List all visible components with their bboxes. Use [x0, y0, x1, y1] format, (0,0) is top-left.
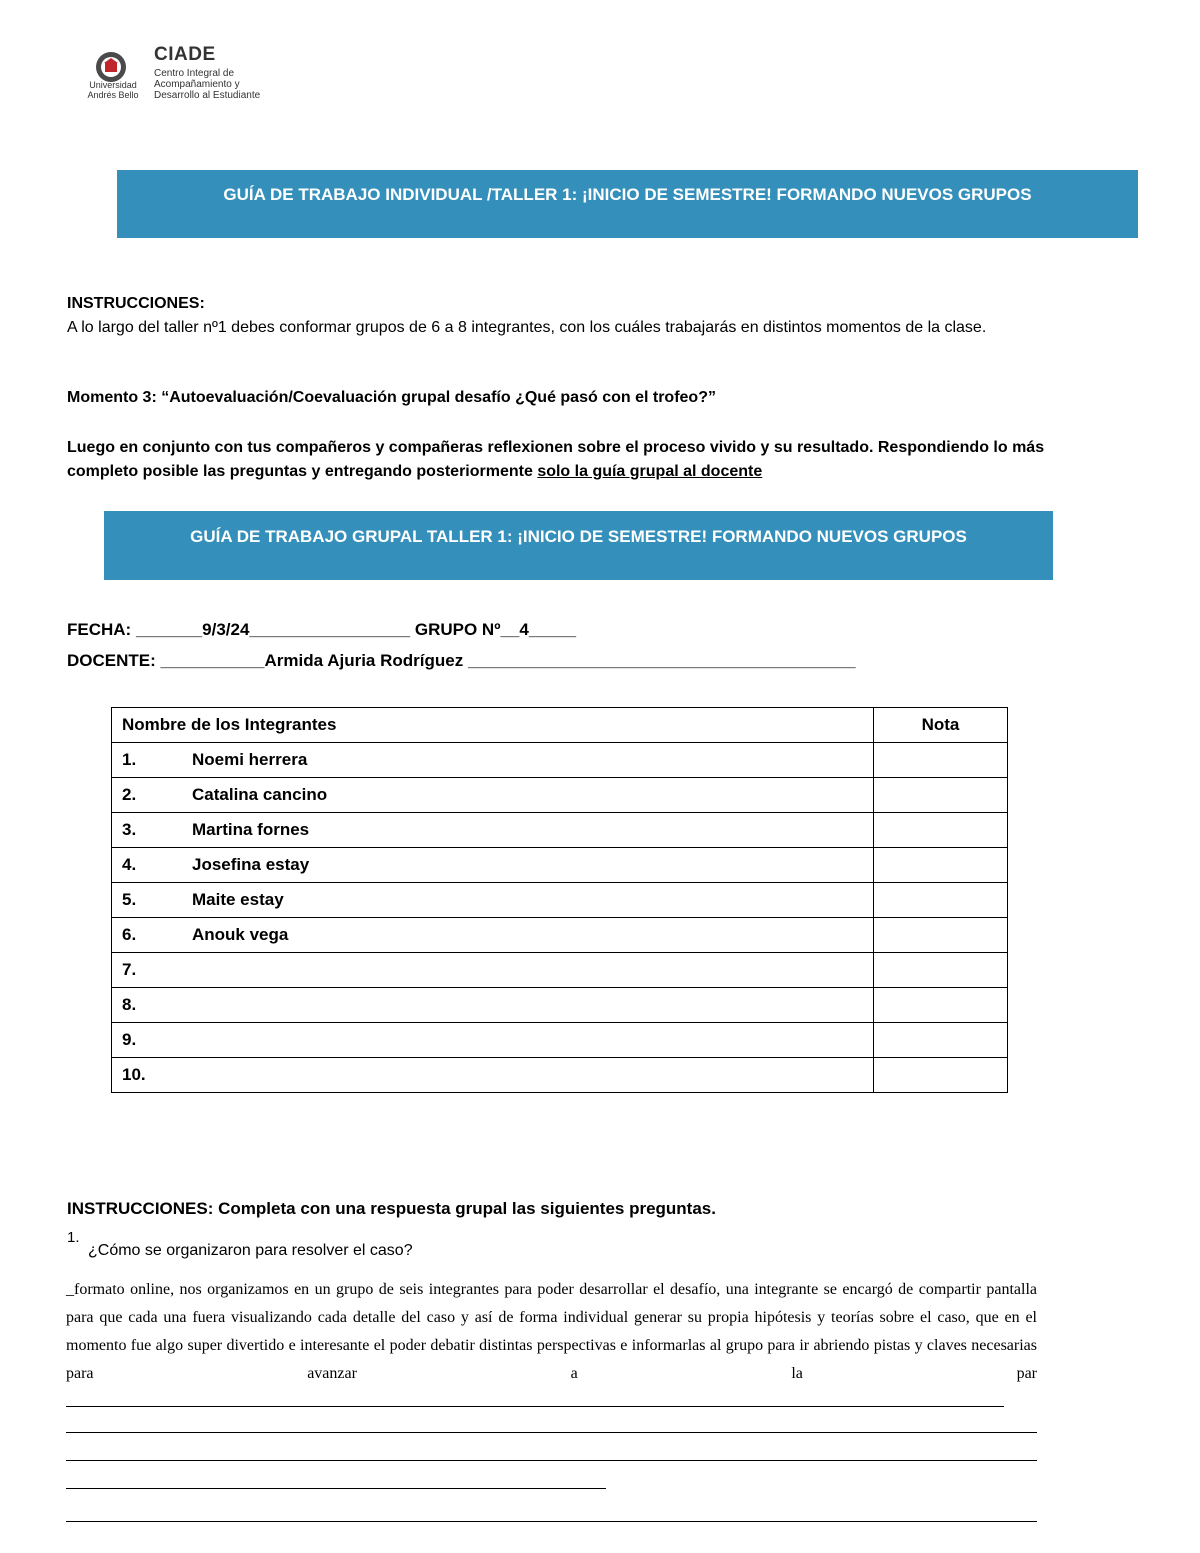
- member-grade-cell[interactable]: [874, 988, 1008, 1023]
- member-name-cell[interactable]: [112, 778, 874, 813]
- members-table-body: [112, 743, 1008, 1093]
- table-header-row: [112, 708, 1008, 743]
- member-name: Anouk vega: [192, 925, 289, 944]
- member-number: 7.: [122, 960, 137, 979]
- table-row: [112, 743, 1008, 778]
- table-row: [112, 1023, 1008, 1058]
- reflection-text: Luego en conjunto con tus compañeros y compañeras reflexionen sobre el proceso vivido y su resultado. Respondiendo lo más completo posible las preguntas y entregando posteriormente: [67, 439, 1045, 480]
- member-name-cell[interactable]: [112, 813, 874, 848]
- member-grade-cell[interactable]: [874, 918, 1008, 953]
- reflection-underlined-text: solo la guía grupal al docente: [537, 463, 763, 480]
- member-number: 6.: [122, 925, 137, 944]
- member-name-cell[interactable]: [112, 953, 874, 988]
- header-name: Nombre de los Integrantes: [112, 708, 874, 743]
- brand-line-1: Centro Integral de: [154, 68, 235, 79]
- member-name-cell[interactable]: [112, 1058, 874, 1093]
- member-name-cell[interactable]: [112, 918, 874, 953]
- member-name: Catalina cancino: [192, 785, 328, 804]
- questions-instructions: [67, 1199, 716, 1219]
- answer-rule-3: [66, 1488, 606, 1489]
- questions-instruction-text: Completa con una respuesta grupal las siguientes preguntas.: [218, 1199, 716, 1218]
- reflection-instructions: [67, 436, 1067, 484]
- group-blank-suffix: _____: [528, 620, 577, 639]
- member-number: 9.: [122, 1030, 137, 1049]
- group-value[interactable]: 4: [519, 620, 529, 639]
- group-blank-prefix: __: [500, 620, 520, 639]
- teacher-blank-prefix: ___________: [160, 651, 265, 670]
- member-name-cell[interactable]: [112, 1023, 874, 1058]
- questions-instruction-label: INSTRUCCIONES:: [67, 1199, 214, 1218]
- member-grade-cell[interactable]: [874, 813, 1008, 848]
- answer-text: _formato online, nos organizamos en un grupo de seis integrantes para poder desarrollar el desafío, una integrante se encargó de compartir pantalla para que cada una fuera visualizando cada detalle del caso y así de forma individual generar su propia hipótesis y teorías sobre el caso, que en el momento fue algo super divertido e interesante el poder debatir distintas perspectivas e informarlas al grupo para ir abriendo pistas y claves necesarias para avanzar a la par: [66, 1281, 1037, 1382]
- member-name: Maite estay: [192, 890, 284, 909]
- member-name: Martina fornes: [192, 820, 310, 839]
- table-row: [112, 953, 1008, 988]
- individual-guide-banner: GUÍA DE TRABAJO INDIVIDUAL /TALLER 1: ¡INICIO DE SEMESTRE! FORMANDO NUEVOS GRUPOS: [117, 170, 1138, 238]
- table-row: [112, 848, 1008, 883]
- member-name-cell[interactable]: [112, 883, 874, 918]
- answer-rule-1: [66, 1432, 1037, 1433]
- member-grade-cell[interactable]: [874, 883, 1008, 918]
- brand-line-3: Desarrollo al Estudiante: [154, 90, 261, 101]
- question-1-text: ¿Cómo se organizaron para resolver el caso?: [88, 1242, 413, 1259]
- university-seal-icon: [94, 50, 128, 84]
- question-1-number: 1.: [67, 1229, 80, 1246]
- member-name-cell[interactable]: [112, 988, 874, 1023]
- ciade-logo: [84, 44, 284, 104]
- member-number: 4.: [122, 855, 137, 874]
- answer-blank-line: [66, 1388, 1004, 1407]
- teacher-value[interactable]: Armida Ajuria Rodríguez: [264, 651, 464, 670]
- brand-name: CIADE: [154, 44, 216, 65]
- member-grade-cell[interactable]: [874, 1058, 1008, 1093]
- teacher-label: DOCENTE:: [67, 651, 156, 670]
- member-grade-cell[interactable]: [874, 953, 1008, 988]
- date-blank-suffix: _________________: [249, 620, 411, 639]
- group-guide-banner: GUÍA DE TRABAJO GRUPAL TALLER 1: ¡INICIO DE SEMESTRE! FORMANDO NUEVOS GRUPOS: [104, 511, 1053, 580]
- table-row: [112, 883, 1008, 918]
- date-blank-prefix: _______: [135, 620, 203, 639]
- member-name: Noemi herrera: [192, 750, 308, 769]
- member-name: Josefina estay: [192, 855, 310, 874]
- member-name-cell[interactable]: [112, 848, 874, 883]
- member-number: 3.: [122, 820, 137, 839]
- member-number: 1.: [122, 750, 137, 769]
- moment-title: Momento 3: “Autoevaluación/Coevaluación grupal desafío ¿Qué pasó con el trofeo?”: [67, 389, 716, 406]
- member-grade-cell[interactable]: [874, 848, 1008, 883]
- member-number: 2.: [122, 785, 137, 804]
- instructions-title: INSTRUCCIONES:: [67, 295, 205, 312]
- member-number: 10.: [122, 1065, 146, 1084]
- date-group-line: [67, 620, 576, 640]
- table-row: [112, 1058, 1008, 1093]
- members-table: [111, 707, 1008, 1093]
- member-grade-cell[interactable]: [874, 743, 1008, 778]
- table-row: [112, 918, 1008, 953]
- brand-subtitle: [154, 68, 294, 101]
- answer-rule-2: [66, 1460, 1037, 1461]
- university-name: Universidad Andrés Bello: [87, 80, 139, 100]
- question-1-answer[interactable]: [66, 1276, 1037, 1417]
- header-grade: Nota: [874, 708, 1008, 743]
- member-name-cell[interactable]: [112, 743, 874, 778]
- teacher-line: [67, 651, 856, 671]
- answer-rule-4: [66, 1521, 1037, 1522]
- member-grade-cell[interactable]: [874, 778, 1008, 813]
- table-row: [112, 813, 1008, 848]
- date-value[interactable]: 9/3/24: [202, 620, 250, 639]
- member-grade-cell[interactable]: [874, 1023, 1008, 1058]
- brand-line-2: Acompañamiento y: [154, 79, 240, 90]
- instructions-body: A lo largo del taller nº1 debes conformar grupos de 6 a 8 integrantes, con los cuáles trabajarás en distintos momentos de la clase.: [67, 319, 987, 336]
- table-row: [112, 988, 1008, 1023]
- member-number: 5.: [122, 890, 137, 909]
- date-label: FECHA:: [67, 620, 132, 639]
- group-label: GRUPO Nº: [414, 620, 501, 639]
- table-row: [112, 778, 1008, 813]
- member-number: 8.: [122, 995, 137, 1014]
- teacher-blank-suffix: _________________________________________: [467, 651, 856, 670]
